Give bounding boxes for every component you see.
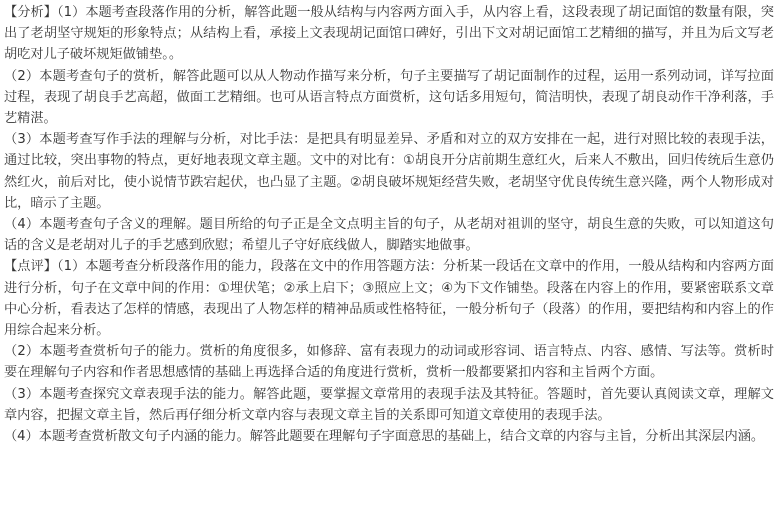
comment-part-3: （3）本题考查探究文章表现手法的能力。解答此题，要掌握文章常用的表现手法及其特征。答题时，首先要认真阅读文章，理解文章内容，把握文章主旨，然后再仔细分析文章内容与表现文章主旨的关系即可知道文章使用的表现手法。 <box>4 386 774 423</box>
comment-part-1: 【点评】（1）本题考查分析段落作用的能力，段落在文中的作用答题方法：分析某一段话在文章中的作用，一般从结构和内容两方面进行分析，句子在文章中间的作用：①埋伏笔；②承上启下；③照应上文；④为下文作铺垫。段落在内容上的作用，要紧密联系文章中心分析，看表达了怎样的情感，表现出了人物怎样的精神品质或性格特征，一般分析句子（段落）的作用，要把结构和内容上的作用综合起来分析。 <box>4 259 774 339</box>
analysis-part-4: （4）本题考查句子含义的理解。题目所给的句子正是全文点明主旨的句子，从老胡对祖训的坚守，胡良生意的失败，可以知道这句话的含义是老胡对儿子的手艺感到欣慰；希望儿子守好底线做人，脚踏实地做事。 <box>4 217 774 254</box>
analysis-part-1: 【分析】（1）本题考查段落作用的分析，解答此题一般从结构与内容两方面入手，从内容上看，这段表现了胡记面馆的数量有限，突出了老胡坚守规矩的形象特点；从结构上看，承接上文表现胡记面馆口碑好，引出下文对胡记面馆工艺精细的描写，并且为后文写老胡吃对儿子破坏规矩做铺垫。。 <box>4 5 774 63</box>
analysis-part-2: （2）本题考查句子的赏析，解答此题可以从人物动作描写来分析，句子主要描写了胡记面制作的过程，运用一系列动词，详写拉面过程，表现了胡良手艺高超，做面工艺精细。也可从语言特点方面赏析，这句话多用短句，简洁明快，表现了胡良动作干净利落，手艺精湛。 <box>4 68 774 127</box>
analysis-part-3: （3）本题考查写作手法的理解与分析，对比手法：是把具有明显差异、矛盾和对立的双方安排在一起，进行对照比较的表现手法，通过比较，突出事物的特点，更好地表现文章主题。文中的对比有：①胡良开分店前期生意红火，后来人不敷出，回归传统后生意仍然红火，前后对比，使小说情节跌宕起伏，也凸显了主题。②胡良破坏规矩经营失败，老胡坚守优良传统生意兴隆，两个人物形成对比，暗示了主题。 <box>4 132 774 211</box>
comment-part-2: （2）本题考查赏析句子的能力。赏析的角度很多，如修辞、富有表现力的动词或形容词、语言特点、内容、感情、写法等。赏析时要在理解句子内容和作者思想感情的基础上再选择合适的角度进行赏析，赏析一般都要紧扣内容和主旨两个方面。 <box>4 344 774 381</box>
comment-part-4: （4）本题考查赏析散文句子内涵的能力。解答此题要在理解句子字面意思的基础上，结合文章的内容与主旨，分析出其深层内涵。 <box>4 429 765 445</box>
